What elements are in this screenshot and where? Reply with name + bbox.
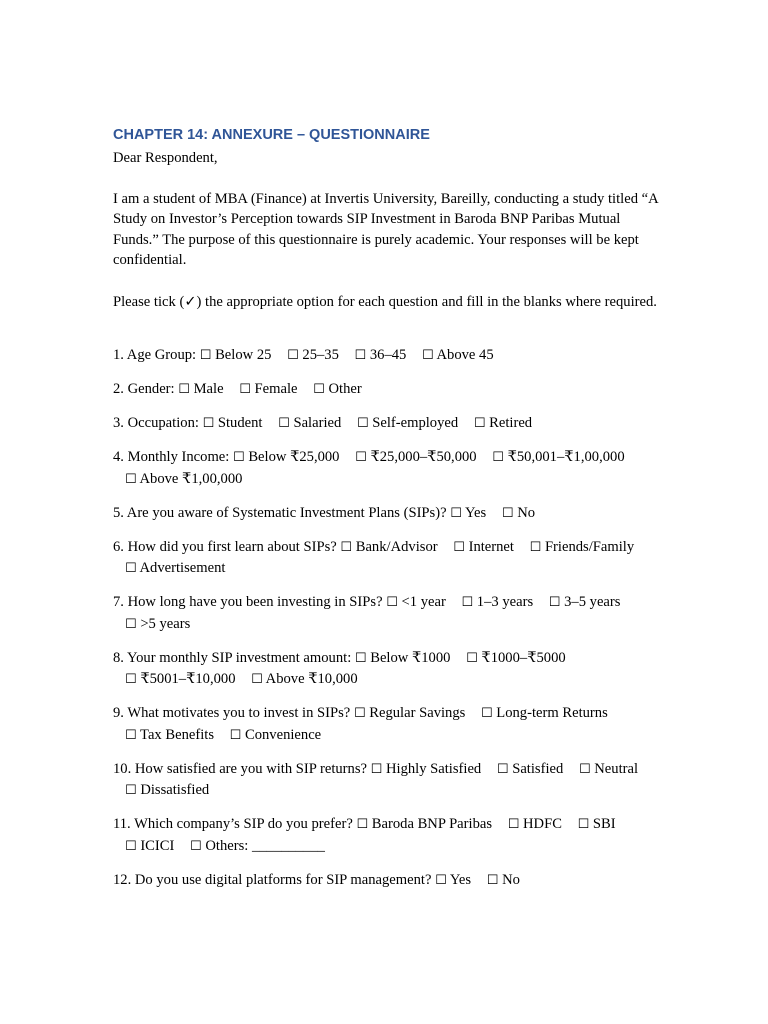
question-text: 10. How satisfied are you with SIP returns? (113, 760, 367, 777)
option[interactable] (497, 761, 563, 777)
option[interactable] (203, 415, 263, 431)
checkbox-icon[interactable]: ☐ (507, 817, 520, 832)
option[interactable] (435, 872, 471, 888)
checkbox-icon[interactable]: ☐ (486, 872, 499, 888)
option[interactable] (508, 816, 562, 832)
option-label: Highly Satisfied (385, 760, 482, 777)
question-11 (113, 814, 658, 857)
checkbox-icon[interactable]: ☐ (450, 505, 462, 521)
checkbox-icon[interactable]: ☐ (229, 727, 242, 743)
option[interactable] (125, 838, 174, 854)
checkbox-icon[interactable]: ☐ (466, 650, 478, 666)
option[interactable] (474, 415, 532, 431)
checkbox-icon[interactable]: ☐ (125, 727, 137, 743)
option[interactable] (466, 650, 566, 666)
option-label: 36–45 (369, 347, 407, 363)
checkbox-icon[interactable]: ☐ (340, 539, 353, 555)
option[interactable] (125, 560, 225, 576)
checkbox-icon[interactable]: ☐ (492, 450, 504, 465)
question-text: 6. How did you first learn about SIPs? (113, 538, 337, 555)
option-label: <1 year (401, 594, 446, 610)
checkbox-icon[interactable]: ☐ (548, 595, 561, 610)
option[interactable] (251, 671, 357, 687)
question-2 (113, 379, 658, 401)
option-label: Salaried (293, 415, 342, 431)
question-8 (113, 648, 658, 691)
option-label: Others: __________ (205, 837, 325, 854)
option-label: ₹50,001–₹1,00,000 (507, 449, 625, 465)
option-label: Yes (464, 504, 487, 521)
option[interactable] (200, 347, 272, 363)
option-label: ₹1000–₹5000 (481, 649, 566, 666)
option-label: Advertisement (139, 560, 226, 576)
checkbox-icon[interactable]: ☐ (356, 416, 369, 431)
checkbox-icon[interactable]: ☐ (496, 761, 509, 777)
option-label: HDFC (523, 816, 562, 832)
option-label: ₹5001–₹10,000 (140, 671, 236, 687)
question-6 (113, 537, 658, 580)
checkbox-icon[interactable]: ☐ (278, 416, 290, 431)
question-text: 3. Occupation: (113, 415, 199, 431)
checkbox-icon[interactable]: ☐ (125, 471, 137, 487)
checkbox-icon[interactable]: ☐ (435, 872, 447, 888)
option-label: Retired (489, 415, 533, 431)
option[interactable] (239, 381, 297, 397)
checkbox-icon[interactable]: ☐ (199, 348, 212, 363)
question-text: 1. Age Group: (113, 347, 197, 363)
question-list (113, 345, 658, 891)
checkbox-icon[interactable]: ☐ (353, 706, 366, 721)
option[interactable] (125, 616, 190, 632)
question-7 (113, 592, 658, 635)
checkbox-icon[interactable]: ☐ (473, 416, 486, 431)
checkbox-icon[interactable]: ☐ (386, 595, 398, 610)
checkbox-icon[interactable]: ☐ (251, 672, 263, 687)
question-3 (113, 413, 658, 435)
option[interactable] (278, 415, 341, 431)
option[interactable] (487, 872, 520, 888)
option-label: Convenience (244, 726, 322, 743)
option[interactable] (386, 594, 446, 610)
option[interactable] (549, 594, 621, 610)
question-4 (113, 447, 658, 490)
option[interactable] (287, 347, 339, 363)
checkbox-icon[interactable]: ☐ (178, 382, 190, 397)
option[interactable] (355, 650, 451, 666)
checkbox-icon[interactable]: ☐ (125, 616, 137, 632)
option[interactable] (125, 727, 214, 743)
option-label: Neutral (594, 760, 639, 777)
option[interactable] (125, 471, 242, 487)
question-text: 9. What motivates you to invest in SIPs? (113, 705, 351, 721)
option[interactable] (340, 539, 437, 555)
checkbox-icon[interactable]: ☐ (354, 348, 367, 363)
question-5 (113, 503, 658, 525)
checkbox-icon[interactable]: ☐ (370, 761, 383, 777)
option[interactable] (502, 505, 535, 521)
option[interactable] (450, 505, 486, 521)
question-text: 4. Monthly Income: (113, 449, 230, 465)
option-label: Bank/Advisor (355, 538, 438, 555)
chapter-heading: CHAPTER 14: ANNEXURE – QUESTIONNAIRE (113, 127, 430, 143)
option[interactable] (233, 449, 339, 465)
checkbox-icon[interactable]: ☐ (125, 838, 137, 854)
option-label: Below ₹1000 (370, 649, 451, 666)
option[interactable] (579, 761, 638, 777)
question-10 (113, 759, 658, 802)
option-label: Other (328, 381, 362, 397)
question-12 (113, 870, 658, 892)
question-1 (113, 345, 658, 367)
option-label: Long-term Returns (496, 705, 608, 721)
option[interactable] (230, 727, 322, 743)
option-label: Tax Benefits (140, 726, 214, 743)
option[interactable] (357, 415, 458, 431)
option[interactable] (578, 816, 616, 832)
checkbox-icon[interactable]: ☐ (354, 650, 367, 666)
option[interactable] (190, 838, 325, 854)
option-label: Regular Savings (369, 705, 466, 721)
checkbox-icon[interactable]: ☐ (233, 450, 245, 465)
checkbox-icon[interactable]: ☐ (453, 539, 465, 555)
option-label: Below ₹25,000 (248, 449, 340, 465)
option[interactable] (422, 347, 494, 363)
option-label: 1–3 years (476, 594, 534, 610)
intro-paragraph: I am a student of MBA (Finance) at Invertis University, Bareilly, conducting a study titled “A Study on Investor’s Perception towards SIP Investment in Baroda BNP Paribas Mutual Funds.” The purpose of this questionnaire is purely academic. Your responses will be kept confidential. (113, 190, 658, 268)
checkbox-icon[interactable]: ☐ (480, 706, 493, 721)
option-label: Student (217, 415, 263, 431)
option[interactable] (354, 705, 465, 721)
question-9 (113, 703, 658, 746)
option-label: Internet (468, 538, 514, 555)
option[interactable] (453, 539, 514, 555)
option[interactable] (355, 347, 407, 363)
checkbox-icon[interactable]: ☐ (287, 348, 299, 363)
checkbox-icon[interactable]: ☐ (202, 416, 215, 431)
option[interactable] (125, 782, 209, 798)
option-label: Self-employed (372, 415, 459, 431)
checkbox-icon[interactable]: ☐ (313, 382, 325, 397)
question-text: 8. Your monthly SIP investment amount: (113, 649, 352, 666)
instructions: Please tick (✓) the appropriate option for each question and fill in the blanks where required. (113, 293, 657, 310)
checkbox-icon[interactable]: ☐ (190, 838, 202, 854)
option-label: No (502, 871, 520, 888)
question-text: 11. Which company’s SIP do you prefer? (113, 816, 353, 832)
option[interactable] (355, 449, 476, 465)
option[interactable] (371, 761, 482, 777)
option-label: SBI (592, 816, 616, 832)
option[interactable] (313, 381, 362, 397)
option-label: Yes (449, 871, 472, 888)
option-label: Below 25 (215, 347, 272, 363)
option-label: Above ₹10,000 (265, 671, 358, 687)
option-label: Satisfied (512, 760, 564, 777)
option-label: Friends/Family (544, 538, 635, 555)
checkbox-icon[interactable]: ☐ (356, 817, 369, 832)
option[interactable] (530, 539, 635, 555)
checkbox-icon[interactable]: ☐ (239, 382, 251, 397)
question-text: 2. Gender: (113, 381, 175, 397)
option[interactable] (125, 671, 236, 687)
option-label: ₹25,000–₹50,000 (370, 449, 477, 465)
option-label: Dissatisfied (140, 782, 210, 798)
option[interactable] (492, 449, 624, 465)
option-label: Above 45 (436, 347, 494, 363)
checkbox-icon[interactable]: ☐ (578, 761, 591, 777)
checkbox-icon[interactable]: ☐ (461, 595, 474, 610)
checkbox-icon[interactable]: ☐ (125, 561, 137, 576)
option[interactable] (461, 594, 533, 610)
checkbox-icon[interactable]: ☐ (125, 783, 137, 798)
question-text: 12. Do you use digital platforms for SIP management? (113, 871, 432, 888)
option-label: Baroda BNP Paribas (371, 816, 493, 832)
option-label: No (517, 504, 536, 521)
salutation: Dear Respondent, (113, 150, 218, 166)
document-content (113, 124, 658, 904)
option-label: 3–5 years (564, 594, 621, 610)
option-label: Above ₹1,00,000 (139, 470, 243, 487)
checkbox-icon[interactable]: ☐ (125, 672, 137, 687)
option[interactable] (481, 705, 608, 721)
question-text: 5. Are you aware of Systematic Investment Plans (SIPs)? (113, 504, 447, 521)
checkbox-icon[interactable]: ☐ (529, 539, 542, 555)
option-label: 25–35 (302, 347, 339, 363)
option-label: >5 years (140, 615, 191, 632)
checkbox-icon[interactable]: ☐ (422, 348, 434, 363)
checkbox-icon[interactable]: ☐ (501, 505, 514, 521)
option[interactable] (178, 381, 223, 397)
option-label: ICICI (140, 837, 175, 854)
question-text: 7. How long have you been investing in SIPs? (113, 594, 383, 610)
option[interactable] (356, 816, 492, 832)
checkbox-icon[interactable]: ☐ (577, 817, 590, 832)
checkbox-icon[interactable]: ☐ (355, 450, 367, 465)
option-label: Female (254, 381, 298, 397)
option-label: Male (193, 381, 224, 397)
